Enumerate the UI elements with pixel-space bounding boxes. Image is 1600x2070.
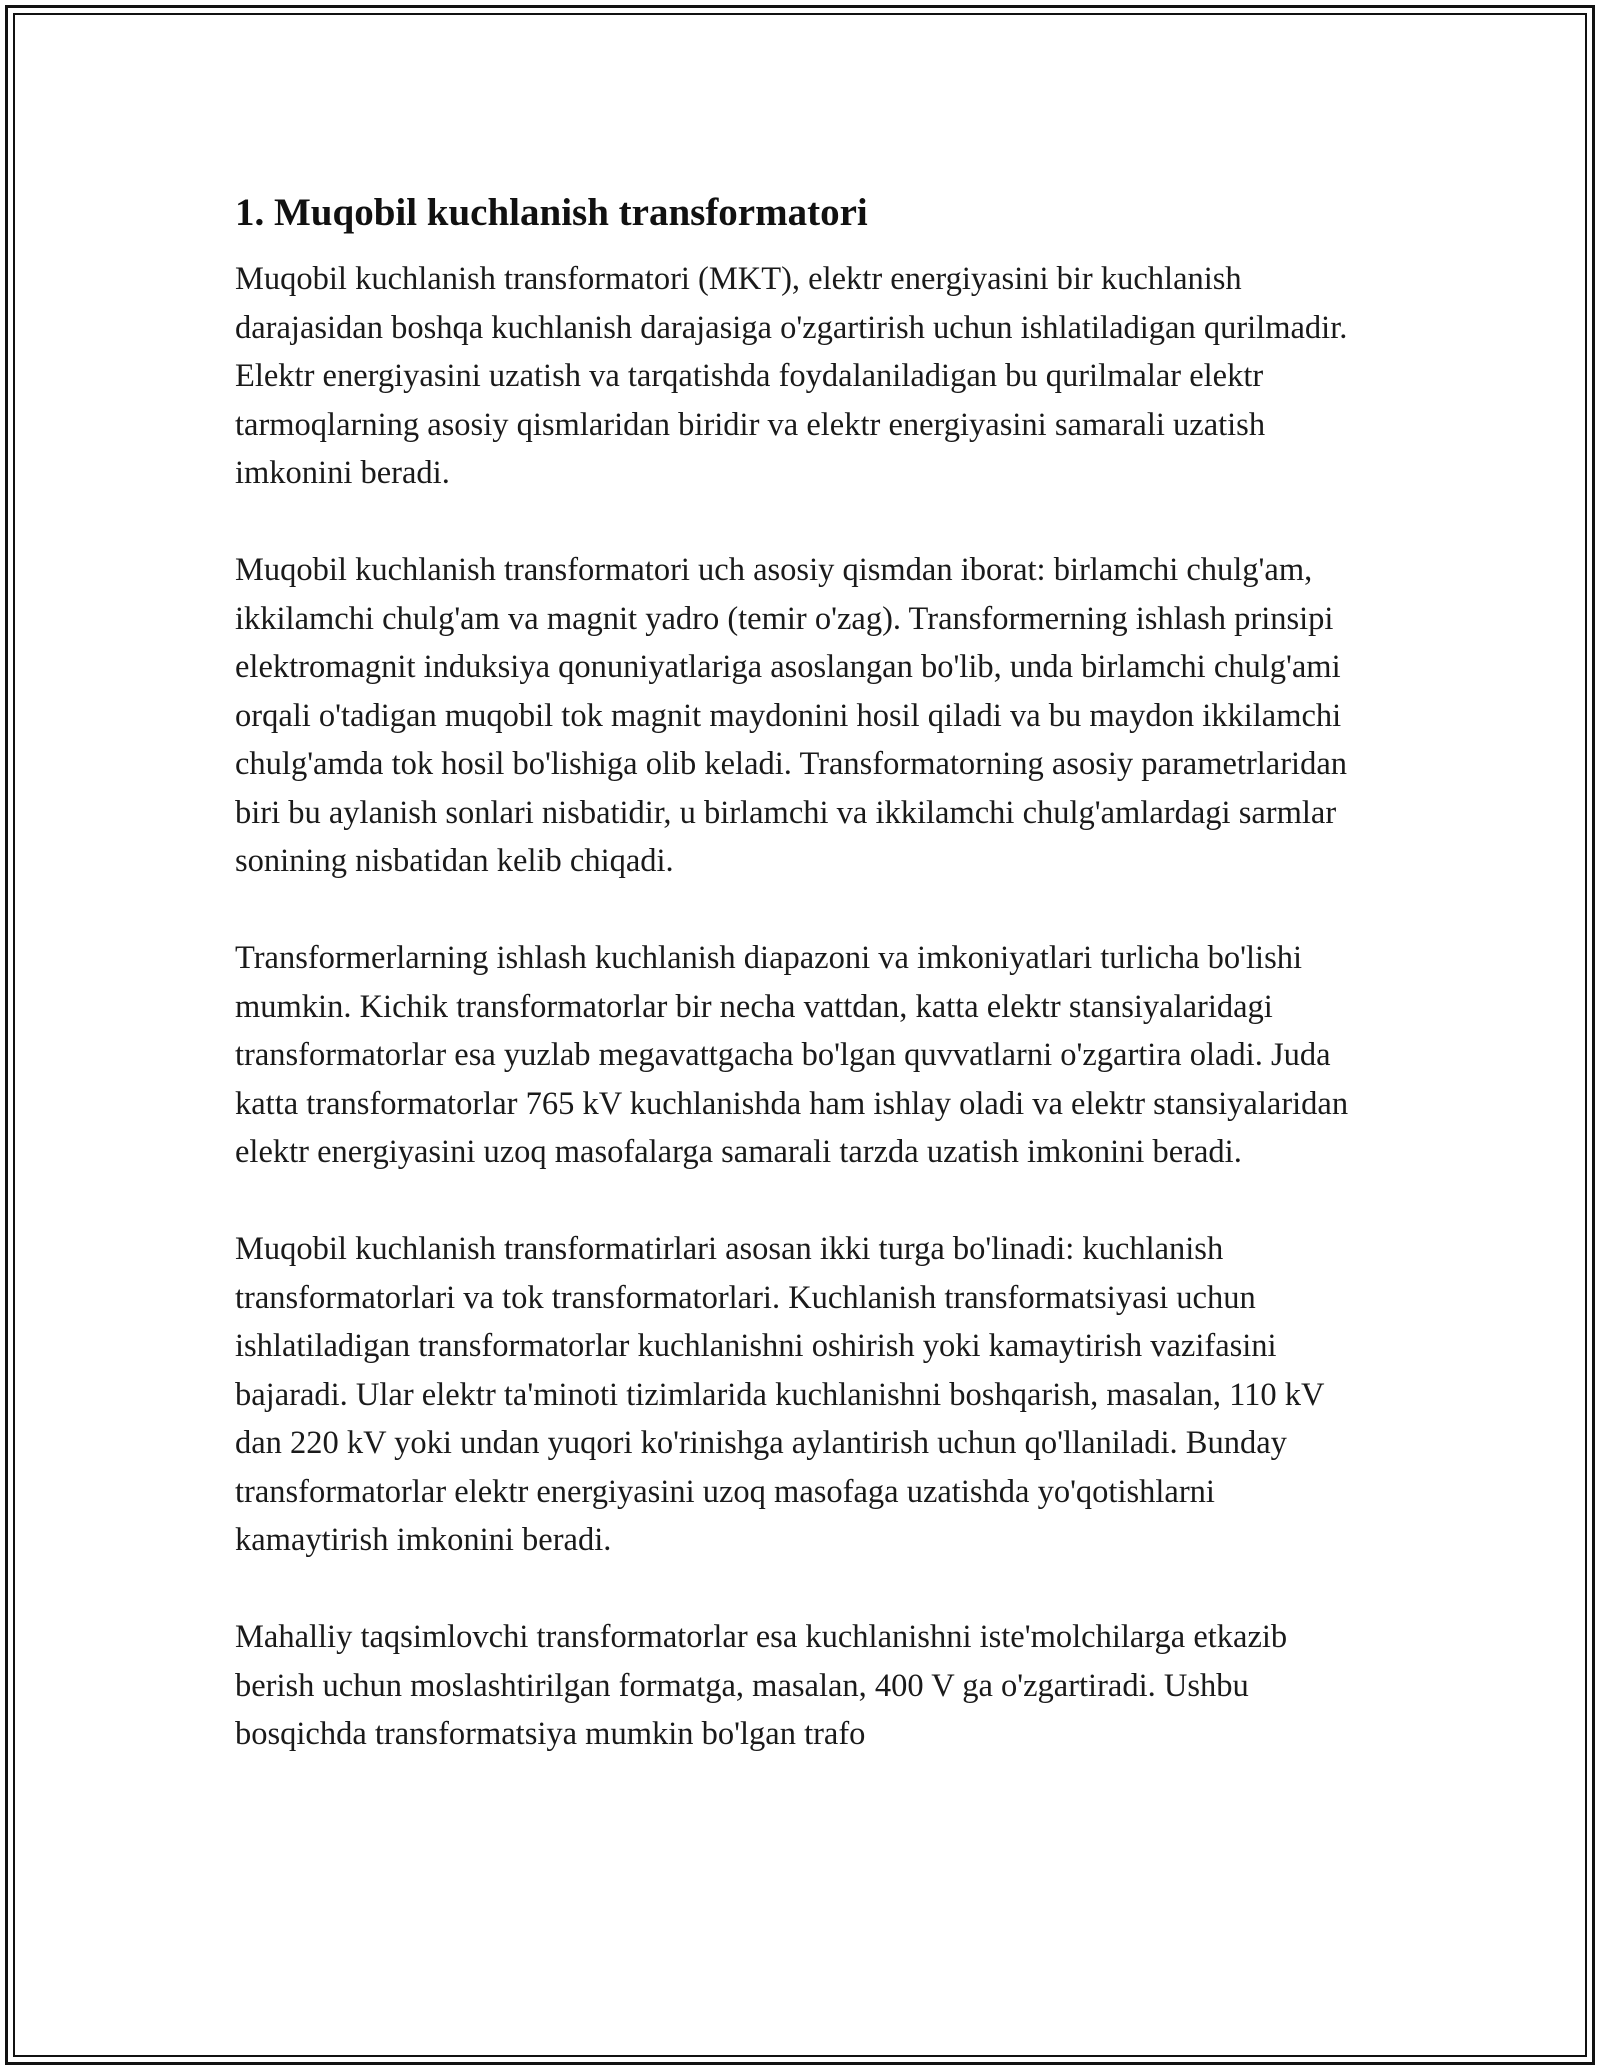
section-heading: 1. Muqobil kuchlanish transformatori xyxy=(235,191,868,234)
paragraph-1: Muqobil kuchlanish transformatori (MKT), elektr energiyasini bir kuchlanish darajasidan boshqa kuchlanish darajasiga o'zgartirish uchun ishlatiladigan qurilmadir. Elektr energiyasini uzatish va tarqatishda foydalaniladigan bu qurilmalar elektr tarmoqlarning asosiy qismlaridan biridir va elektr energiyasini samarali uzatish imkonini beradi. xyxy=(235,261,1348,491)
paragraph-3: Transformerlarning ishlash kuchlanish diapazoni va imkoniyatlari turlicha bo'lishi mumkin. Kichik transformatorlar bir necha vattdan, katta elektr stansiyalaridagi transformatorlar esa yuzlab megavattgacha bo'lgan quvvatlarni o'zgartira oladi. Juda katta transformatorlar 765 kV kuchlanishda ham ishlay oladi va elektr stansiyalaridan elektr energiyasini uzoq masofalarga samarali tarzda uzatish imkonini beradi. xyxy=(235,940,1349,1170)
paragraph-4: Muqobil kuchlanish transformatirlari asosan ikki turga bo'linadi: kuchlanish transformatorlari va tok transformatorlari. Kuchlanish transformatsiyasi uchun ishlatiladigan transformatorlar kuchlanishni oshirish yoki kamaytirish vazifasini bajaradi. Ular elektr ta'minoti tizimlarida kuchlanishni boshqarish, masalan, 110 kV dan 220 kV yoki undan yuqori ko'rinishga aylantirish uchun qo'llaniladi. Bunday transformatorlar elektr energiyasini uzoq masofaga uzatishda yo'qotishlarni kamaytirish imkonini beradi. xyxy=(235,1231,1324,1558)
paragraph-5: Mahalliy taqsimlovchi transformatorlar esa kuchlanishni iste'molchilarga etkazib berish uchun moslashtirilgan formatga, masalan, 400 V ga o'zgartiradi. Ushbu bosqichda transformatsiya mumkin bo'lgan trafo xyxy=(235,1619,1288,1752)
paragraph-2: Muqobil kuchlanish transformatori uch asosiy qismdan iborat: birlamchi chulg'am, ikkilamchi chulg'am va magnit yadro (temir o'zag). Transformerning ishlash prinsipi elektromagnit induksiya qonuniyatlariga asoslangan bo'lib, unda birlamchi chulg'ami orqali o'tadigan muqobil tok magnit maydonini hosil qiladi va bu maydon ikkilamchi chulg'amda tok hosil bo'lishiga olib keladi. Transformatorning asosiy parametrlaridan biri bu aylanish sonlari nisbatidir, u birlamchi va ikkilamchi chulg'amlardagi sarmlar sonining nisbatidan kelib chiqadi. xyxy=(235,552,1347,879)
document-body xyxy=(235,185,1365,1807)
